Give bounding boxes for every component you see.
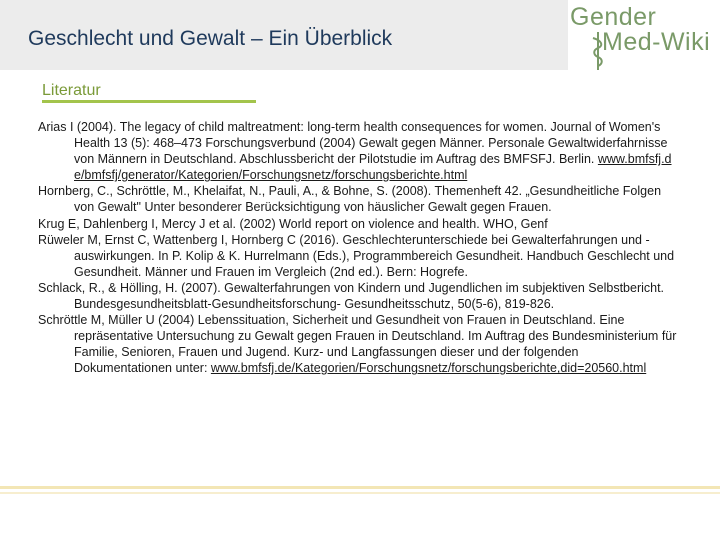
reference-item: [38, 183, 678, 215]
header-band: [0, 0, 568, 70]
page-title: Geschlecht und Gewalt – Ein Überblick: [28, 27, 393, 50]
reference-text: Krug E, Dahlenberg I, Mercy J et al. (2002) World report on violence and health. WHO, Genf: [38, 216, 548, 231]
reference-text: Arias I (2004). The legacy of child maltreatment: long-term health consequences for women. Journal of Women's Health 13 (5): 468–473 Forschungsverbund (2004) Gewalt gegen Männer. Personale Gewaltwiderfahrnisse von Männern in Deutschland. Abschlussbericht der Pilotstudie im Auftrag des BMFSFJ. Berlin.: [38, 120, 668, 167]
reference-list: [38, 119, 678, 377]
reference-item: [38, 119, 678, 183]
reference-text: Schröttle M, Müller U (2004) Lebenssituation, Sicherheit und Gesundheit von Frauen in Deutschland. Eine repräsentative Untersuchung zu Gewalt gegen Frauen in Deutschland. Im Auftrag des Bundesministerium für Familie, Senioren, Frauen und Jugend. Kurz- und Langfassungen dieser und der folgenden Dokumentationen unter:: [38, 313, 677, 376]
reference-link[interactable]: www.bmfsfj.de/bmfsfj/generator/Kategorien/Forschungsnetz/forschungsberichte.html: [74, 152, 672, 183]
footer-divider: [0, 486, 720, 489]
reference-text: Rüweler M, Ernst C, Wattenberg I, Hornberg C (2016). Geschlechterunterschiede bei Gewalterfahrungen und -auswirkungen. In P. Kolip & K. Hurrelmann (Eds.), Programmbereich Gesundheit. Handbuch Geschlecht und Gesundheit. Männer und Frauen im Vergleich (2nd ed.). Bern: Hogrefe.: [38, 232, 675, 279]
section-heading: Literatur: [42, 82, 256, 103]
logo-text-gender: Gender: [570, 3, 657, 31]
reference-text: Schlack, R., & Hölling, H. (2007). Gewalterfahrungen von Kindern und Jugendlichen im subjektiven Selbstbericht. Bundesgesundheitsblatt-Gesundheitsforschung- Gesundheitsschutz, 50(5-6), 819-826.: [38, 280, 665, 312]
reference-item: [38, 216, 678, 232]
logo-text-med-wiki: Med-Wiki: [602, 28, 711, 56]
reference-item: [38, 232, 678, 280]
footer-divider: [0, 492, 720, 494]
reference-text: Hornberg, C., Schröttle, M., Khelaifat, N., Pauli, A., & Bohne, S. (2008). Themenheft 42. „Gesundheitliche Folgen von Gewalt" Unter besonderer Berücksichtigung von häuslicher Gewalt gegen Frauen.: [38, 184, 662, 215]
reference-item: [38, 280, 678, 312]
reference-item: [38, 312, 678, 376]
reference-link[interactable]: www.bmfsfj.de/Kategorien/Forschungsnetz/forschungsberichte,did=20560.html: [210, 361, 647, 376]
gender-med-wiki-logo: [568, 0, 720, 72]
